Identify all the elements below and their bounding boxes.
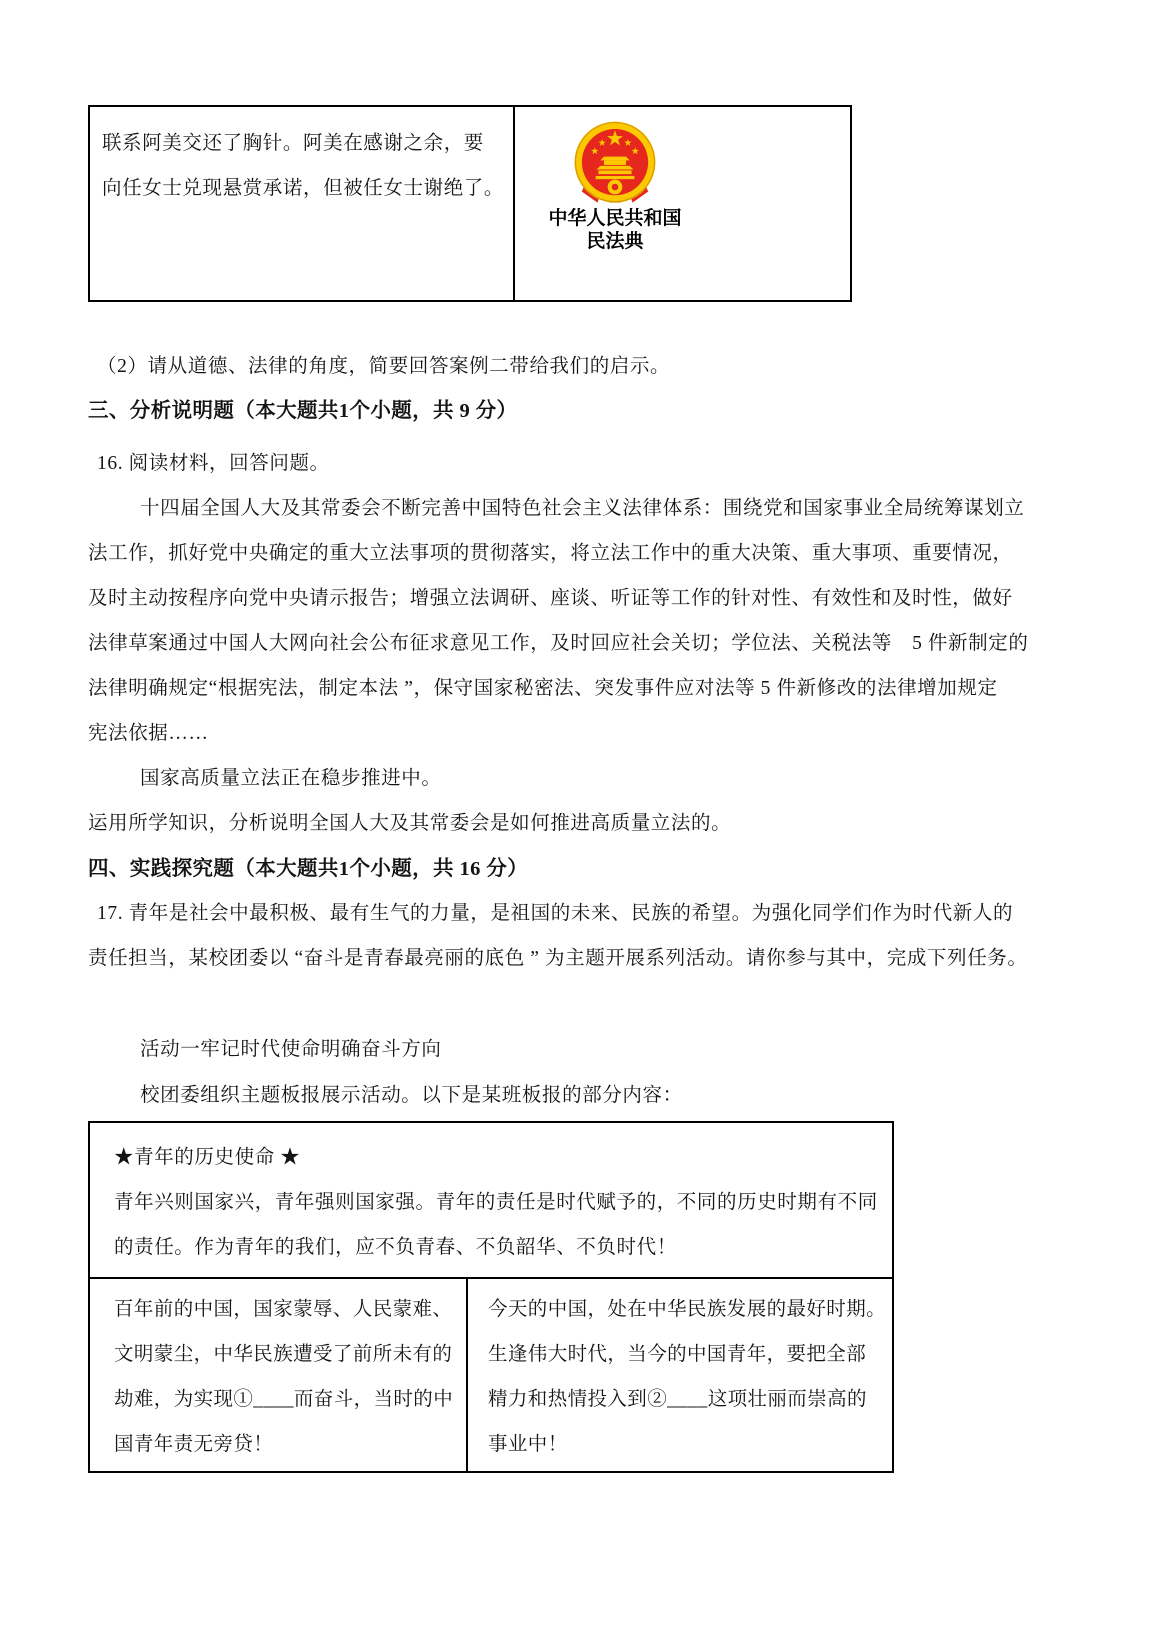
board-body-row [90,1277,892,1471]
q16-task: 运用所学知识，分析说明全国人大及其常委会是如何推进高质量立法的。 [88,813,732,834]
q17-stem-line: 责任担当，某校团委以 “奋斗是青春最亮丽的底色 ” 为主题开展系列活动。请你参与其中，完成下列任务。 [88,948,1028,969]
board-header-cell [90,1123,892,1277]
board-left-line: 百年前的中国，国家蒙辱、人民蒙难、 [114,1299,453,1320]
case2-image-cell [515,107,850,300]
board-left-line: 国青年责无旁贷！ [114,1434,274,1455]
board-left-line: 劫难，为实现①____而奋斗，当时的中 [114,1389,454,1410]
board-header-title: ★青年的历史使命 ★ [114,1147,301,1168]
board-header-line: 的责任。作为青年的我们，应不负青春、不负韶华、不负时代！ [114,1237,677,1258]
national-emblem-icon [569,121,661,207]
board-right-line: 事业中！ [488,1434,568,1455]
q16-material-line: 及时主动按程序向党中央请示报告；增强立法调研、座谈、听证等工作的针对性、有效性和及时性，做好 [88,588,1013,609]
civil-code-cover [537,121,693,253]
board-right-line: 生逢伟大时代，当今的中国青年，要把全部 [488,1344,867,1365]
q16-stem: 16. 阅读材料，回答问题。 [97,453,330,474]
activity1-intro: 校团委组织主题板报展示活动。以下是某班板报的部分内容： [140,1085,683,1106]
q15-part2-prompt: （2）请从道德、法律的角度，简要回答案例二带给我们的启示。 [97,356,671,377]
board-right-cell [468,1279,896,1471]
board-right-line: 精力和热情投入到②____这项壮丽而崇高的 [488,1389,867,1410]
emblem-code-label: 民法典 [586,231,644,252]
board-right-line: 今天的中国，处在中华民族发展的最好时期。 [488,1299,887,1320]
board-table [88,1121,894,1473]
case2-text-line: 向任女士兑现悬赏承诺，但被任女士谢绝了。 [102,178,505,199]
section3-heading: 三、分析说明题（本大题共1个小题，共 9 分） [88,400,518,422]
case2-table [88,105,852,302]
q16-material-close: 国家高质量立法正在稳步推进中。 [140,768,442,789]
emblem-country-label: 中华人民共和国 [548,208,682,229]
q16-material-line: 法律明确规定“根据宪法，制定本法 ”，保守国家秘密法、突发事件应对法等 5 件新修改的法律增加规定 [88,678,998,699]
q17-stem-line: 17. 青年是社会中最积极、最有生气的力量，是祖国的未来、民族的希望。为强化同学们作为时代新人的 [97,903,1014,924]
q16-material-line: 法律草案通过中国人大网向社会公布征求意见工作，及时回应社会关切；学位法、关税法等 5 件新制定的 [88,633,1029,654]
board-header-line: 青年兴则国家兴，青年强则国家强。青年的责任是时代赋予的，不同的历史时期有不同 [114,1192,878,1213]
q16-material-line: 宪法依据…… [88,723,209,744]
board-left-cell [90,1279,468,1471]
case2-text-line: 联系阿美交还了胸针。阿美在感谢之余，要 [102,133,484,154]
q16-material-line: 法工作，抓好党中央确定的重大立法事项的贯彻落实，将立法工作中的重大决策、重大事项、重要情况， [88,543,1013,564]
q16-material-line: 十四届全国人大及其常委会不断完善中国特色社会主义法律体系：围绕党和国家事业全局统筹谋划立 [140,498,1025,519]
activity1-title: 活动一牢记时代使命明确奋斗方向 [140,1039,442,1060]
board-left-line: 文明蒙尘，中华民族遭受了前所未有的 [114,1344,453,1365]
section4-heading: 四、实践探究题（本大题共1个小题，共 16 分） [88,858,529,880]
case2-text-cell [90,107,515,300]
